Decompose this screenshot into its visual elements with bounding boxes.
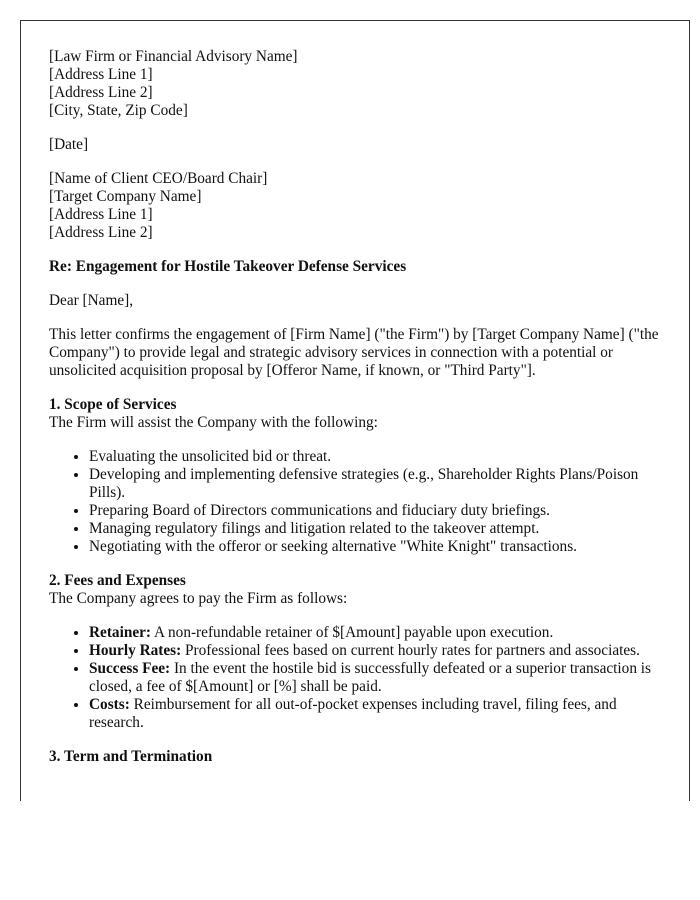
list-item: [89, 642, 661, 660]
recipient-company: [Target Company Name]: [49, 188, 202, 205]
fee-label: Retainer:: [89, 624, 152, 641]
subject-line: Re: Engagement for Hostile Takeover Defense Services: [49, 258, 407, 275]
list-item: [89, 520, 661, 538]
fee-text: Professional fees based on current hourly rates for partners and associates.: [181, 642, 640, 659]
list-item-text: Developing and implementing defensive strategies (e.g., Shareholder Rights Plans/Poison Pills).: [89, 466, 639, 501]
recipient-name: [Name of Client CEO/Board Chair]: [49, 170, 268, 187]
letter-page: [20, 20, 690, 801]
fee-text: In the event the hostile bid is successfully defeated or a superior transaction is closed, a fee of $[Amount] or [%] shall be paid.: [89, 660, 651, 695]
sender-address: [49, 48, 661, 120]
section-heading: 3. Term and Termination: [49, 748, 213, 765]
list-item: [89, 538, 661, 556]
fee-label: Costs:: [89, 696, 130, 713]
sender-address-line-1: [Address Line 1]: [49, 66, 153, 83]
fee-text: A non-refundable retainer of $[Amount] payable upon execution.: [151, 624, 554, 641]
sender-city-state-zip: [City, State, Zip Code]: [49, 102, 188, 119]
list-item-text: Negotiating with the offeror or seeking alternative "White Knight" transactions.: [89, 538, 577, 555]
sender-name: [Law Firm or Financial Advisory Name]: [49, 48, 298, 65]
list-item: [89, 624, 661, 642]
scope-list: [49, 448, 661, 556]
fee-label: Hourly Rates:: [89, 642, 182, 659]
recipient-address-line-1: [Address Line 1]: [49, 206, 153, 223]
list-item-text: Evaluating the unsolicited bid or threat.: [89, 448, 332, 465]
list-item: [89, 466, 661, 502]
list-item: [89, 448, 661, 466]
list-item-text: Managing regulatory filings and litigation related to the takeover attempt.: [89, 520, 540, 537]
list-item: [89, 502, 661, 520]
recipient-address-line-2: [Address Line 2]: [49, 224, 153, 241]
intro-paragraph: This letter confirms the engagement of [Firm Name] ("the Firm") by [Target Company Name] ("the Company") to provide legal and strategic advisory services in connection with a potential or unsolicited acquisition proposal by [Offeror Name, if known, or "Third Party"].: [49, 326, 659, 379]
section-heading: 2. Fees and Expenses: [49, 572, 186, 589]
section-term-and-termination: [49, 748, 661, 766]
salutation: Dear [Name],: [49, 292, 134, 309]
recipient-address: [49, 170, 661, 242]
list-item-text: Preparing Board of Directors communications and fiduciary duty briefings.: [89, 502, 550, 519]
section-lead: The Firm will assist the Company with the following:: [49, 414, 378, 431]
fee-label: Success Fee:: [89, 660, 171, 677]
sender-address-line-2: [Address Line 2]: [49, 84, 153, 101]
section-lead: The Company agrees to pay the Firm as follows:: [49, 590, 348, 607]
fees-list: [49, 624, 661, 732]
section-heading: 1. Scope of Services: [49, 396, 177, 413]
section-scope-of-services: [49, 396, 661, 556]
list-item: [89, 696, 661, 732]
fee-text: Reimbursement for all out-of-pocket expenses including travel, filing fees, and research.: [89, 696, 617, 731]
section-fees-and-expenses: [49, 572, 661, 732]
list-item: [89, 660, 661, 696]
letter-date: [Date]: [49, 136, 89, 153]
